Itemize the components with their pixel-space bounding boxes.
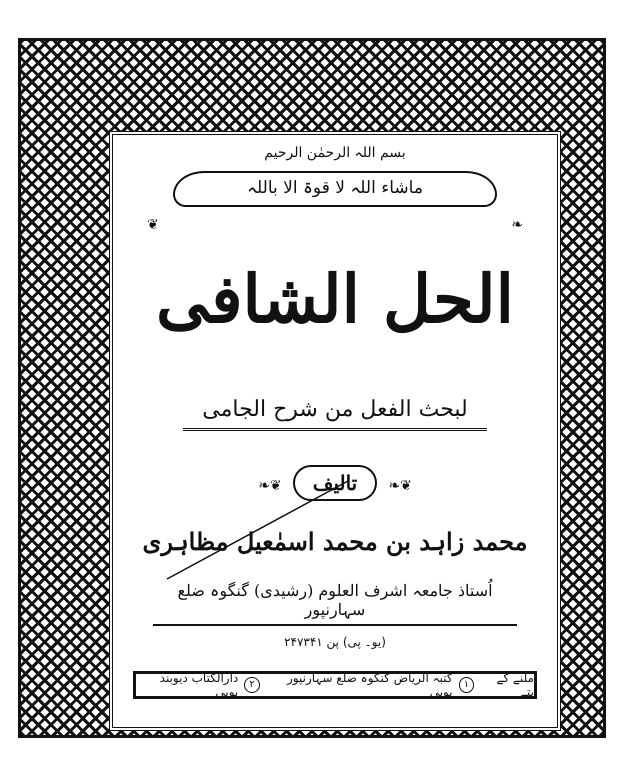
book-subtitle: لبحث الفعل من شرح الجامی: [183, 397, 487, 431]
shop-address-2: دارالکتاب دیوبند یوپی: [159, 671, 239, 699]
author-affiliation: اُستاذ جامعہ اشرف العلوم (رشیدی) گنگوہ ضلع سہارنپور: [153, 581, 517, 626]
number-badge-2: ۲: [244, 677, 260, 693]
flourish-ornament-icon: ❦: [147, 217, 159, 233]
flourish-ornament-icon: ❧: [511, 217, 523, 233]
decorative-border-frame: [18, 38, 606, 738]
availability-box: [133, 671, 537, 699]
availability-label: ملنے کے پتے: [496, 671, 534, 699]
bismillah-text: بسم اللہ الرحمٰن الرحیم: [264, 145, 406, 161]
number-badge-1: ۱: [459, 677, 475, 693]
flourish-ornament-icon: ❦❧: [258, 477, 282, 494]
book-title: الحل الشافی: [155, 260, 514, 338]
postal-address: (یو۔ پی) پن ۲۴۷۳۴۱: [284, 635, 386, 649]
flourish-ornament-icon: ❦❧: [388, 477, 412, 494]
taleef-label: تالیف: [293, 465, 378, 501]
title-page-panel: [109, 131, 561, 731]
shop-address-1: کتبہ الریاض گنگوہ ضلع سہارنپور یوپی: [287, 671, 453, 699]
mashallah-banner: ماشاء اللہ لا قوۃ الا باللہ: [173, 171, 497, 207]
author-name: محمد زاہد بن محمد اسمٰعیل مظاہری: [142, 527, 528, 556]
